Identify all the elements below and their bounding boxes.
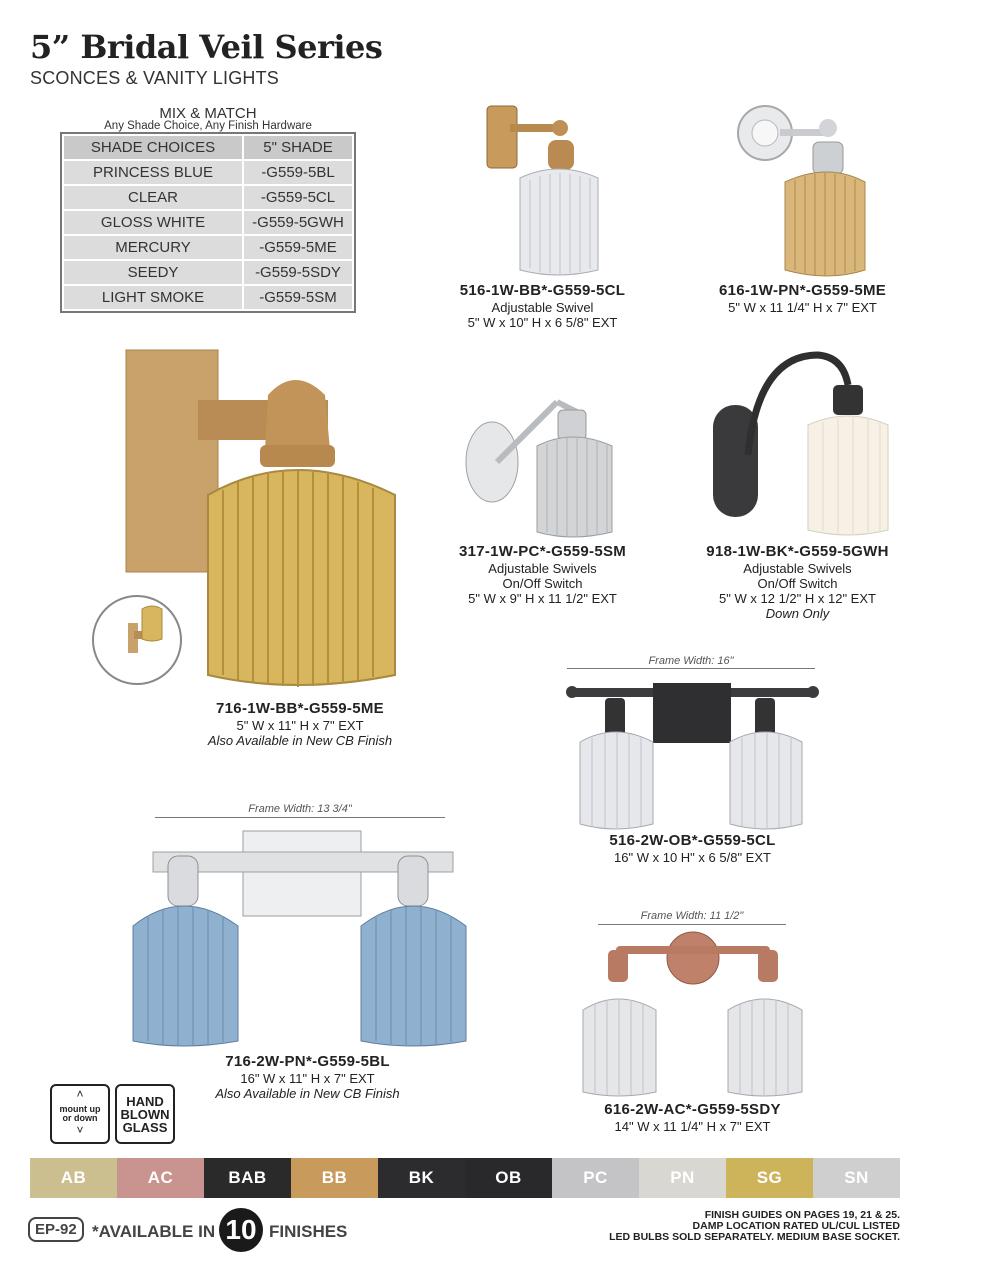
glass-label: HAND BLOWN GLASS: [120, 1093, 170, 1135]
mix-match-title: MIX & MATCH: [159, 105, 257, 122]
finish-swatch-ac: AC: [117, 1158, 204, 1198]
feature: On/Off Switch: [757, 576, 838, 591]
product-918-1w: [685, 543, 910, 621]
sku: 317-1W-PC*-G559-5SM: [458, 543, 627, 560]
frame-width-line: [598, 924, 786, 925]
sku: 516-1W-BB*-G559-5CL: [459, 282, 626, 299]
finish-swatch-pn: PN: [639, 1158, 726, 1198]
shade-name: LIGHT SMOKE: [63, 285, 243, 310]
sconce-516-1w-image: [480, 100, 610, 280]
finish-swatch-bab: BAB: [204, 1158, 291, 1198]
frame-width-label: Frame Width: 16": [648, 655, 734, 667]
page-subtitle: SCONCES & VANITY LIGHTS: [30, 68, 279, 88]
shade-name: PRINCESS BLUE: [63, 160, 243, 185]
finish-swatch-ob: OB: [465, 1158, 552, 1198]
dimensions: 5" W x 11 1/4" H x 7" EXT: [728, 300, 877, 315]
page-title: 5” Bridal Veil Series: [30, 28, 383, 66]
sconce-317-1w-image: [462, 382, 622, 540]
finish-swatch-bk: BK: [378, 1158, 465, 1198]
table-row: [63, 185, 353, 210]
mount-badge: [50, 1084, 110, 1144]
shade-code: -G559-5BL: [243, 160, 353, 185]
sku: 716-1W-BB*-G559-5ME: [216, 700, 384, 717]
availability-note: Also Available in New CB Finish: [215, 1086, 400, 1101]
alt-mount-image: [90, 593, 184, 687]
product-716-1w: [175, 700, 425, 748]
sku: 716-2W-PN*-G559-5BL: [225, 1053, 390, 1070]
vanity-716-2w-image: [128, 826, 473, 1048]
finish-swatch-sn: SN: [813, 1158, 900, 1198]
mount-note: Down Only: [765, 606, 830, 621]
feature: Adjustable Swivels: [488, 561, 597, 576]
frame-width-label: Frame Width: 11 1/2": [640, 910, 744, 922]
footer-note: DAMP LOCATION RATED UL/CUL LISTED: [692, 1220, 900, 1232]
finish-swatch-pc: PC: [552, 1158, 639, 1198]
product-616-2w: [570, 1101, 815, 1134]
dimensions: 5" W x 12 1/2" H x 12" EXT: [719, 591, 876, 606]
shade-name: GLOSS WHITE: [63, 210, 243, 235]
frame-width-line: [567, 668, 815, 669]
sku: 516-2W-OB*-G559-5CL: [609, 832, 776, 849]
frame-width-line: [155, 817, 445, 818]
finish-swatch-ab: AB: [30, 1158, 117, 1198]
feature: Adjustable Swivel: [491, 300, 594, 315]
hand-blown-glass-badge: [115, 1084, 175, 1144]
mix-match-subtitle: Any Shade Choice, Any Finish Hardware: [104, 120, 312, 132]
product-516-2w: [565, 832, 820, 865]
table-header-cell: SHADE CHOICES: [63, 135, 243, 160]
shade-code: -G559-5SM: [243, 285, 353, 310]
dimensions: 16" W x 11" H x 7" EXT: [240, 1071, 375, 1086]
sku: 616-1W-PN*-G559-5ME: [718, 282, 887, 299]
dimensions: 16" W x 10 H" x 6 5/8" EXT: [614, 850, 771, 865]
product-516-1w: [430, 282, 655, 330]
shade-name: SEEDY: [63, 260, 243, 285]
shade-name: CLEAR: [63, 185, 243, 210]
sku: 616-2W-AC*-G559-5SDY: [604, 1101, 781, 1118]
chevron-up-icon: ˄: [76, 1087, 84, 1101]
finish-swatch-sg: SG: [726, 1158, 813, 1198]
shade-code: -G559-5SDY: [243, 260, 353, 285]
product-716-2w: [170, 1053, 445, 1101]
finish-swatch-bb: BB: [291, 1158, 378, 1198]
dimensions: 5" W x 9" H x 11 1/2" EXT: [468, 591, 617, 606]
footer-note: FINISH GUIDES ON PAGES 19, 21 & 25.: [704, 1209, 900, 1221]
product-317-1w: [430, 543, 655, 606]
shade-table: [62, 134, 354, 311]
frame-width-label: Frame Width: 13 3/4": [248, 803, 352, 815]
dimensions: 5" W x 10" H x 6 5/8" EXT: [467, 315, 618, 330]
shade-name: MERCURY: [63, 235, 243, 260]
finishes-text: FINISHES: [269, 1222, 348, 1241]
vanity-516-2w-image: [565, 676, 820, 831]
shade-code: -G559-5CL: [243, 185, 353, 210]
chevron-down-icon: ˅: [76, 1123, 84, 1137]
table-row: [63, 210, 353, 235]
available-text: *AVAILABLE IN: [92, 1222, 216, 1241]
feature: Adjustable Swivels: [743, 561, 852, 576]
table-row: [63, 235, 353, 260]
availability-note: Also Available in New CB Finish: [207, 733, 393, 748]
page-number: EP-92: [28, 1217, 84, 1242]
table-header-cell: 5" SHADE: [243, 135, 353, 160]
shade-code: -G559-5GWH: [243, 210, 353, 235]
table-row: [63, 260, 353, 285]
dimensions: 14" W x 11 1/4" H x 7" EXT: [614, 1119, 771, 1134]
feature: On/Off Switch: [502, 576, 583, 591]
footer-note: LED BULBS SOLD SEPARATELY. MEDIUM BASE SOCKET.: [609, 1231, 900, 1243]
mount-label: mount up or down: [59, 1104, 101, 1123]
vanity-616-2w-image: [578, 930, 808, 1100]
table-row: [63, 160, 353, 185]
sconce-918-1w-image: [708, 345, 898, 540]
table-header-row: [63, 135, 353, 160]
sconce-616-1w-image: [735, 98, 875, 283]
product-616-1w: [690, 282, 915, 315]
finish-count-badge: 10: [219, 1208, 263, 1252]
table-row: [63, 285, 353, 310]
footer-notes: [609, 1210, 900, 1243]
shade-code: -G559-5ME: [243, 235, 353, 260]
dimensions: 5" W x 11" H x 7" EXT: [236, 718, 364, 733]
sku: 918-1W-BK*-G559-5GWH: [706, 543, 889, 560]
